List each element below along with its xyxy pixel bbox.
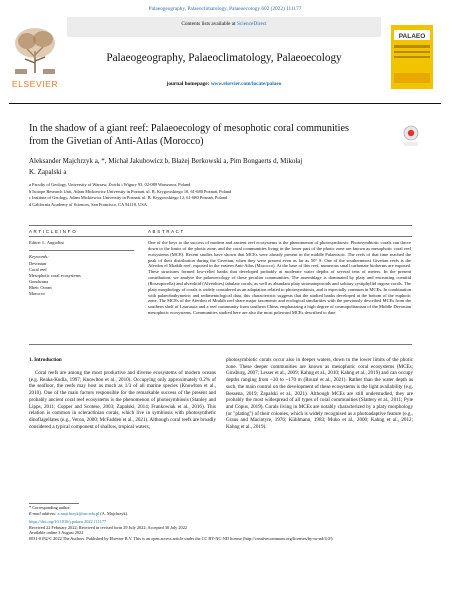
journal-reference[interactable]: Palaeogeography, Palaeoclimatology, Palaeoecology 602 (2022) 111177 <box>148 6 302 12</box>
keyword: Mesophotic coral ecosystems <box>29 272 81 278</box>
keyword: Coral reef <box>29 266 47 272</box>
header-rule <box>9 103 441 104</box>
contents-line <box>67 21 381 27</box>
received-line: Received 22 February 2022; Received in revised form 29 July 2022; Accepted 30 July 2022 <box>29 524 187 530</box>
editor-line: Editor: L. Angiolini <box>29 240 64 245</box>
authors-line-1[interactable]: Aleksander Majchrzyk a, *, Michał Jakubowicz b, Błażej Berkowski a, Pim Bongaerts d, Mikołaj <box>29 157 303 165</box>
affiliation-c: c Institute of Geology, Adam Mickiewicz University in Poznań, ul. B. Krygowskiego 12, 61-680 Poznań, Poland <box>29 195 228 200</box>
check-for-updates-badge[interactable] <box>402 125 420 147</box>
article-info-heading: A R T I C L E I N F O <box>29 229 76 234</box>
keyword: Gondwana <box>29 278 49 284</box>
copyright-line: 0031-0182/© 2022 The Authors. Published by Elsevier B.V. This is an open access article under the CC BY-NC-ND license (http://creativecommons.org/licenses/by-nc-nd/4.0/). <box>29 535 334 541</box>
corresponding-author-note: * Corresponding author. <box>29 505 71 510</box>
contents-prefix: Contents lists available at <box>181 21 237 27</box>
keyword: Devonian <box>29 261 47 266</box>
body-paragraph: Coral reefs are among the most productive and diverse ecosystems of modern oceans (e.g. Reaka-Kudla, 1997; Knowlton et al., 2010). Occupying only approximately 0.2% of the seafloor, the reefs may host as much as 1/3 of all marine species (Knowlton et al., 2010). One of the main factors responsible for the remarkable success of the present and probably ancient coral reef ecosystems is the phenomenon of photosymbiosis (Stanley and Lipps, 2011; Copper and Scotese, 2003; Zapalski, 2014; Frankowiak et al., 2016). This relation is common in scleractinian corals, which live in symbiosis with photosynthetic dinoflagellates (e.g., Veron, 2000; McFadden et al., 2021). Although coral reefs are broadly considered a typical component of shallow, tropical waters, <box>29 370 216 430</box>
keywords-list <box>29 261 81 296</box>
keyword: Rheic Ocean <box>29 284 52 290</box>
body-column-left <box>29 370 216 430</box>
contents-band <box>67 17 381 37</box>
doi-link[interactable]: https://doi.org/10.1016/j.palaeo.2022.111177 <box>29 519 107 525</box>
affiliations <box>29 182 409 208</box>
section-heading-introduction: 1. Introduction <box>29 357 62 363</box>
elsevier-wordmark: ELSEVIER <box>11 79 59 89</box>
email-link[interactable]: a.majchrzyk@uw.edu.pl <box>57 510 100 516</box>
journal-homepage-line <box>67 81 381 87</box>
available-online-line: Available online 3 August 2022 <box>29 530 84 536</box>
article-title: In the shadow of a giant reef: Palaeoecology of mesophotic coral communities from the Givetian of Anti-Atlas (Morocco) <box>29 123 349 147</box>
affiliation-d: d California Academy of Sciences, San Francisco, CA 94118, USA <box>29 201 147 207</box>
abstract-bottom-rule <box>29 344 412 345</box>
journal-header <box>9 17 441 97</box>
homepage-prefix: journal homepage: <box>166 81 211 87</box>
abstract-text: One of the keys to the success of modern and ancient reef ecosystems is the phenomenon of photosymbiosis. Photosymbiotic corals can thrive down to the limits of the photic zone, and the coral communities living in the lower part of the photic zone are known as mesophotic coral reef ecosystems (MCE). Recent studies have shown that MCEs were already present in the middle Palaeozoic. The reefs of that time reached the peak of their distribution during the Givetian, when they were present even as far as 50° S. One of the southernmost Givetian reefs is the Aferdou el Mrakib reef, exposed in the eastern Anti-Atlas (Morocco). At the base of this reef, numerous small carbonate bioherms are exposed. These structures formed low-relief banks that developed probably at moderate water depths of several tens of meters. In the present contribution, we analyse the palaeoecology of these peculiar communities. The assemblage is dominated by platy and encrusting coenitid (Roseoporella) and alveolitid (Alveolites) tabulate corals, as well as abundant platy stromatoporoids and solitary cystiphyllid rugose corals. The platy morphology of corals is widely considered as an adaptation related to photosymbiosis, and is especially common in MCEs. In combination with palaeobathymetric and sedimentological data, this characteristic suggests that the studied banks developed at the bottom of the euphotic zone. The MCEs of the Aferdou el Mrakib reef share major taxonomic and ecological similarities with the previously described MCEs from the southern shelf of Laurussia and a reef community from southern China, emphasizing a high degree of cosmopolitanism of the Middle Devonian mesophotic ecosystems. Communities studied here are also the most poleward MCEs described to date. <box>148 240 411 316</box>
check-for-updates-icon <box>402 125 420 147</box>
homepage-link[interactable]: www.elsevier.com/locate/palaeo <box>210 81 282 87</box>
abstract-heading: A B S T R A C T <box>148 229 184 234</box>
elsevier-tree-icon <box>9 23 61 77</box>
keyword: Morocco <box>29 290 45 296</box>
editor-rule <box>29 250 134 251</box>
body-column-right <box>226 357 413 431</box>
footnote-rule <box>29 503 79 504</box>
keywords-label: Keywords: <box>29 254 49 259</box>
journal-cover-image <box>383 25 441 89</box>
elsevier-logo[interactable] <box>9 23 61 89</box>
body-paragraph: photosymbiotic corals occur also in deeper waters, down to the lower limits of the photic zone. These deeper communities are known as mesophotic coral ecosystems (MCEs; Ginsburg, 2007; Lesser et al., 2009; Kahng et al., 2010; Kahng et al., 2019) and can occupy depths ranging from ~30 to ~170 m (Rouzé et al., 2021). Rather than the water depth as such, the main control on the development of these ecosystems is the light availability (e.g. Bessena, 2019; Zapalski et al., 2021). Although MCEs are still understudied, they are probably the most widespread of all types of coral communities (Slattery et al., 2011; Pyle and Copus, 2019). Corals living in MCEs are notably characterized by a platy morphology (or "plating") of their colonies, which is widely recognised as a photoadaptive feature (e.g., Graus and Macintyre, 1976; Kühlmann, 1983; Muko et al., 2000; Kahng et al., 2012; Kahng et al., 2019). <box>226 357 413 431</box>
affiliation-b: b Isotope Research Unit, Adam Mickiewicz University in Poznań, ul. B. Krygowskiego 10, 61-680 Poznań, Poland <box>29 188 232 194</box>
author-list <box>29 156 409 177</box>
info-heading-rule <box>29 236 412 237</box>
sciencedirect-link[interactable]: ScienceDirect <box>236 21 267 27</box>
email-suffix: (A. Majchrzyk). <box>99 510 129 516</box>
info-top-rule <box>29 225 412 226</box>
footnotes <box>29 505 412 542</box>
affiliation-a: a Faculty of Geology, University of Warsaw, Żwirki i Wigury 93, 02-089 Warszawa, Poland <box>29 182 191 187</box>
cover-word: PALAEO <box>398 33 426 40</box>
journal-banner <box>67 17 381 97</box>
authors-line-2[interactable]: K. Zapalski a <box>29 167 67 176</box>
journal-cover-thumbnail[interactable] <box>383 25 441 89</box>
journal-title: Palaeogeography, Palaeoclimatology, Palaeoecology <box>106 52 342 64</box>
email-label: E-mail address: <box>29 510 58 516</box>
